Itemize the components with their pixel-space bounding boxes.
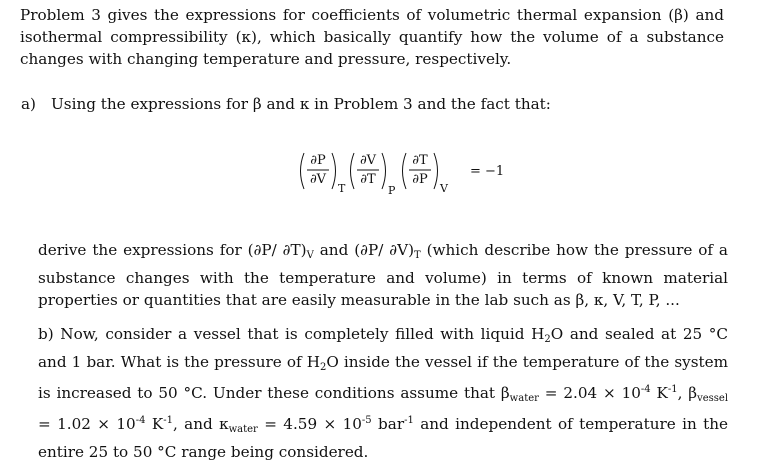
part-b-text-3: O inside the vessel if the temperature of the system is increased to 50 °C. Under these conditions assume that β	[38, 353, 728, 402]
factor2-denominator: ∂T	[360, 172, 376, 187]
part-b-text-8: K	[145, 415, 164, 433]
factor2-numerator: ∂V	[359, 153, 377, 168]
part-b-text-12: and independent of temperature in the entire 25 to 50 °C range being considered.	[38, 415, 728, 461]
equation-rhs: = −1	[470, 164, 505, 179]
beta-water-subscript: water	[509, 393, 539, 404]
part-b-text-9: , and κ	[172, 415, 229, 433]
part-b-text-1: b) Now, consider a vessel that is completely filled with liquid H	[38, 325, 545, 343]
factor2-subscript: P	[388, 184, 396, 196]
beta-vessel-unit-exponent: -1	[163, 415, 173, 426]
factor1-subscript: T	[338, 182, 346, 195]
derive-text-2: and (∂P/ ∂V)	[313, 241, 414, 259]
derive-text-1: derive the expressions for (∂P/ ∂T)	[38, 241, 307, 259]
part-a-heading	[21, 93, 741, 115]
part-a-derive-paragraph	[38, 239, 728, 311]
part-b-text-10: = 4.59 × 10	[257, 415, 362, 433]
factor-dt-dp	[403, 153, 450, 195]
derive-text-3: (which describe how the pressure of a substance changes with the temperature and volume) in terms of known material properties or quantities that are easily measurable in the lab such as β, κ, V, T, P, ...	[38, 241, 728, 309]
factor-dv-dt	[351, 153, 397, 196]
part-b-text-5: K	[650, 384, 668, 402]
part-a-lead-text: Using the expressions for β and κ in Problem 3 and the fact that:	[51, 95, 551, 113]
kappa-water-exponent: -5	[361, 415, 372, 426]
kappa-water-subscript: water	[228, 424, 258, 435]
part-b-text-2: O and sealed at 25 °C and 1 bar. What is the pressure of H	[38, 325, 729, 371]
factor3-denominator: ∂P	[412, 172, 428, 187]
factor3-numerator: ∂T	[412, 153, 428, 168]
beta-vessel-subscript: vessel	[697, 393, 729, 404]
part-b-text-7: = 1.02 × 10	[38, 415, 136, 433]
factor1-denominator: ∂V	[309, 172, 327, 187]
factor1-numerator: ∂P	[310, 153, 326, 168]
beta-water-exponent: -4	[640, 384, 651, 395]
beta-water-unit-exponent: -1	[667, 384, 678, 395]
kappa-water-unit-exponent: -1	[404, 415, 414, 426]
beta-vessel-exponent: -4	[135, 415, 146, 426]
part-b-text-4: = 2.04 × 10	[538, 384, 641, 402]
derive-subscript-v: V	[306, 250, 314, 261]
part-a-label: a)	[21, 95, 36, 113]
h2o-subscript-2: 2	[319, 362, 327, 373]
factor3-subscript: V	[440, 182, 448, 195]
part-b-text-11: bar	[371, 415, 405, 433]
part-b-text-6: , β	[677, 384, 698, 402]
h2o-subscript-1: 2	[544, 334, 551, 345]
derive-subscript-t: T	[414, 250, 421, 261]
intro-paragraph: Problem 3 gives the expressions for coefficients of volumetric thermal expansion (β) and isothermal compressibility (κ), which basically quantify how the volume of a substance changes with changing temperature and pressure, respectively.	[20, 6, 724, 68]
triple-product-equation	[296, 146, 536, 196]
part-b-paragraph	[38, 323, 728, 463]
factor-dp-dv	[301, 153, 347, 195]
